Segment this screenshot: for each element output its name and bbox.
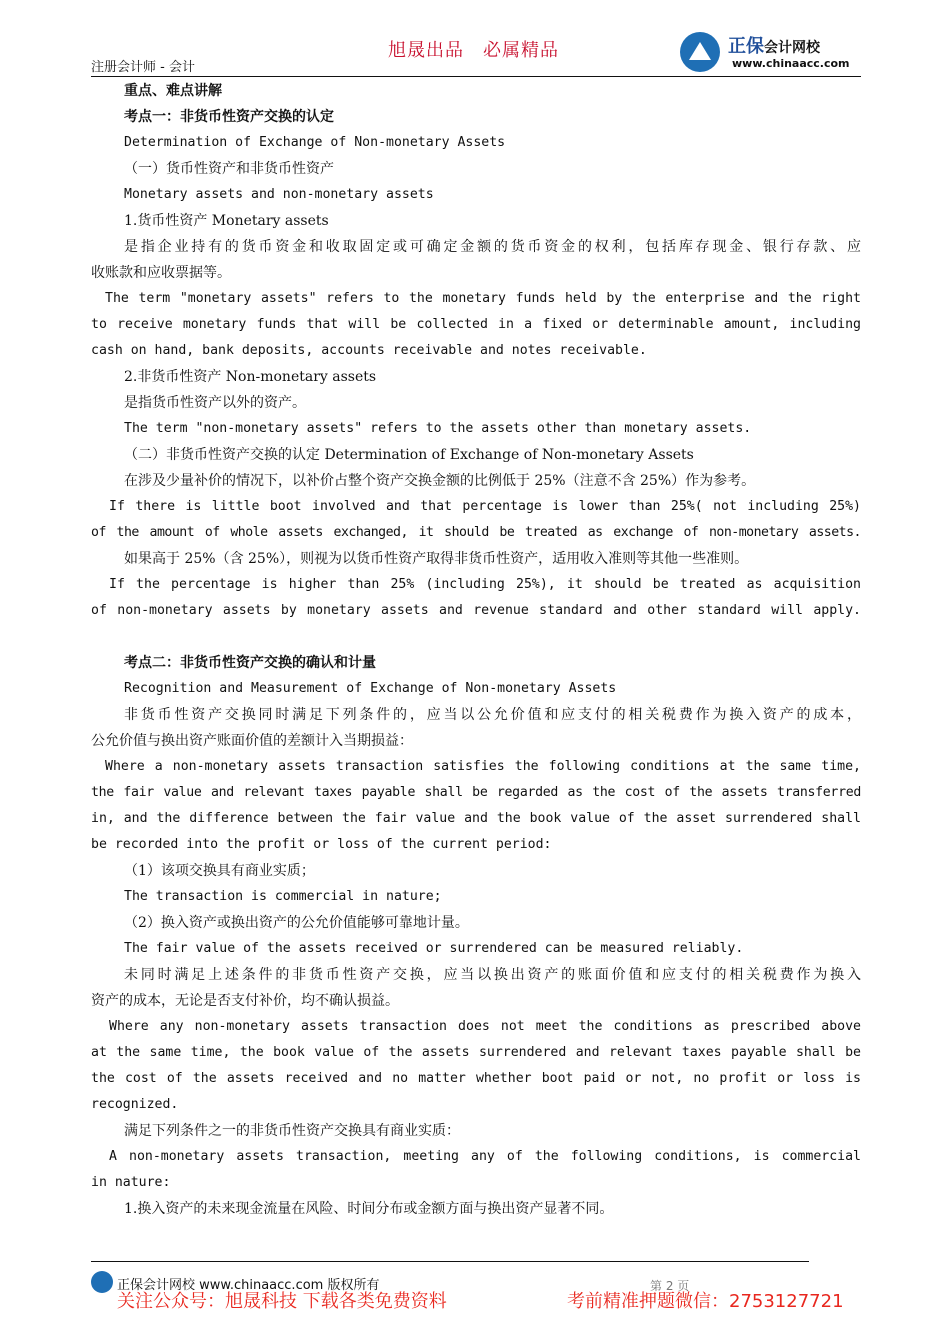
- paragraph-en: A non-monetary assets transaction, meeting any of the following conditions, is commercial: [109, 1149, 861, 1164]
- topic-heading: 考点二：非货币性资产交换的确认和计量: [124, 655, 376, 671]
- paragraph-en: recognized.: [91, 1097, 179, 1112]
- paragraph: 满足下列条件之一的非货币性资产交换具有商业实质：: [124, 1123, 460, 1139]
- paragraph-en: be recorded into the profit or loss of the current period:: [91, 837, 552, 852]
- paragraph-en: to receive monetary funds that will be collected in a fixed or determinable amount, including: [91, 317, 861, 332]
- list-item: （2）换入资产或换出资产的公允价值能够可靠地计量。: [124, 915, 469, 931]
- paragraph: 未同时满足上述条件的非货币性资产交换，应当以换出资产的账面价值和应支付的相关税费作为换入: [124, 967, 861, 983]
- paragraph-en: at the same time, the book value of the assets surrendered and relevant taxes payable shall be: [91, 1045, 861, 1060]
- footer-ad-contact: 考前精准押题微信：2753127721: [567, 1291, 844, 1312]
- topic-heading-en: Recognition and Measurement of Exchange of Non-monetary Assets: [124, 681, 617, 696]
- paragraph: 2.非货币性资产 Non-monetary assets: [124, 369, 377, 385]
- paragraph: 非货币性资产交换同时满足下列条件的，应当以公允价值和应支付的相关税费作为换入资产的成本，: [124, 707, 861, 723]
- logo-emblem-icon: [680, 32, 720, 72]
- section-heading: 重点、难点讲解: [124, 83, 222, 99]
- paragraph-en: of the amount of whole assets exchanged, it should be treated as exchange of non-monetary assets.: [91, 525, 861, 540]
- header-divider: [91, 76, 861, 77]
- list-item: 1.换入资产的未来现金流量在风险、时间分布或金额方面与换出资产显著不同。: [124, 1201, 614, 1217]
- list-item-en: The fair value of the assets received or surrendered can be measured reliably.: [124, 941, 744, 956]
- paragraph-en: If there is little boot involved and that percentage is lower than 25%( not including 25%): [109, 499, 861, 514]
- footer-copyright: 正保会计网校 www.chinaacc.com 版权所有: [117, 1278, 380, 1293]
- paragraph-en: If the percentage is higher than 25% (including 25%), it should be treated as acquisition: [109, 577, 861, 592]
- topic-heading-en: Determination of Exchange of Non-monetary Assets: [124, 135, 506, 150]
- subheading: （一）货币性资产和非货币性资产: [124, 161, 334, 177]
- paragraph: 在涉及少量补价的情况下，以补价占整个资产交换金额的比例低于 25%（注意不含 25%）作为参考。: [124, 473, 756, 489]
- paragraph: 资产的成本，无论是否支付补价，均不确认损益。: [91, 993, 399, 1009]
- header-slogan: 旭晟出品 必属精品: [388, 40, 559, 61]
- paragraph-en: Where any non-monetary assets transaction does not meet the conditions as prescribed above: [109, 1019, 861, 1034]
- paragraph: 公允价值与换出资产账面价值的差额计入当期损益：: [91, 733, 413, 749]
- paragraph-en: the fair value and relevant taxes payable shall be regarded as the cost of the assets transferred: [91, 785, 861, 800]
- subheading: （二）非货币性资产交换的认定 Determination of Exchange of Non-monetary Assets: [124, 447, 694, 463]
- paragraph: 1.货币性资产 Monetary assets: [124, 213, 329, 229]
- header-course-label: 注册会计师 - 会计: [91, 60, 195, 75]
- logo-brand-name: 正保会计网校: [728, 36, 820, 57]
- document-body: [91, 78, 861, 1222]
- footer-divider: [91, 1261, 809, 1262]
- list-item-en: The transaction is commercial in nature;: [124, 889, 442, 904]
- footer-logo-icon: [91, 1271, 113, 1293]
- list-item: （1）该项交换具有商业实质；: [124, 863, 315, 879]
- chinaacc-logo: [680, 30, 860, 74]
- paragraph-en: Where a non-monetary assets transaction satisfies the following conditions at the same time,: [105, 759, 861, 774]
- paragraph-en: The term "monetary assets" refers to the monetary funds held by the enterprise and the right: [105, 291, 861, 306]
- topic-heading: 考点一：非货币性资产交换的认定: [124, 109, 334, 125]
- paragraph-en: in, and the difference between the fair value and the book value of the asset surrendered shall: [91, 811, 861, 826]
- paragraph: 如果高于 25%（含 25%），则视为以货币性资产取得非货币性资产，适用收入准则等其他一些准则。: [124, 551, 749, 567]
- paragraph: 是指企业持有的货币资金和收取固定或可确定金额的货币资金的权利，包括库存现金、银行存款、应: [124, 239, 861, 255]
- page-number: 第 2 页: [650, 1279, 690, 1293]
- subheading-en: Monetary assets and non-monetary assets: [124, 187, 434, 202]
- paragraph-en: the cost of the assets received and no matter whether boot paid or not, no profit or loss is: [91, 1071, 861, 1086]
- paragraph: 收账款和应收票据等。: [91, 265, 231, 281]
- paragraph-en: The term "non-monetary assets" refers to the assets other than monetary assets.: [124, 421, 752, 436]
- paragraph-en: cash on hand, bank deposits, accounts receivable and notes receivable.: [91, 343, 647, 358]
- footer-ad-wechat-account: 关注公众号：旭晟科技 下载各类免费资料: [117, 1291, 447, 1312]
- logo-url: www.chinaacc.com: [732, 57, 850, 70]
- paragraph: 是指货币性资产以外的资产。: [124, 395, 306, 411]
- paragraph-en: of non-monetary assets by monetary assets and revenue standard and other standard will apply.: [91, 603, 861, 618]
- paragraph-en: in nature:: [91, 1175, 171, 1190]
